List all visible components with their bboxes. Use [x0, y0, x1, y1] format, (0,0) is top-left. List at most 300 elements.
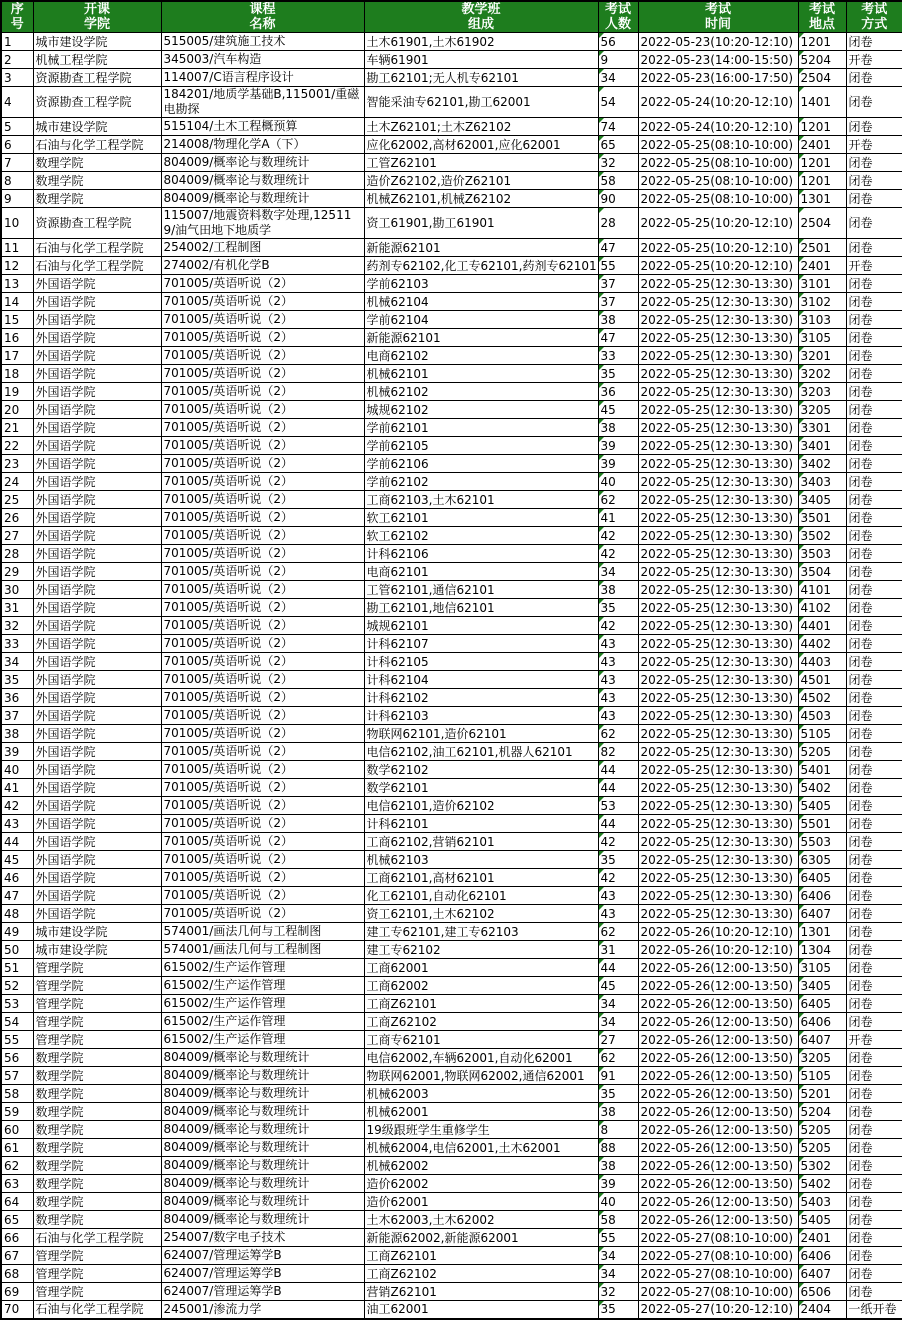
cell-exam-method: 闭卷	[846, 172, 902, 190]
cell-exam-method: 闭卷	[846, 190, 902, 208]
error-indicator-triangle-icon	[599, 311, 604, 316]
cell-index: 12	[1, 257, 33, 275]
cell-class-group: 工商62002	[364, 977, 598, 995]
table-row	[1, 455, 902, 473]
cell-college: 外国语学院	[33, 707, 161, 725]
cell-class-group: 智能采油专62101,勘工62001	[364, 87, 598, 118]
cell-course: 804009/概率论与数理统计	[161, 1121, 364, 1139]
cell-exam-time: 2022-05-27(08:10-10:00)	[638, 1247, 798, 1265]
cell-exam-time: 2022-05-26(12:00-13:50)	[638, 1013, 798, 1031]
cell-index: 18	[1, 365, 33, 383]
cell-exam-location: 3105	[798, 329, 846, 347]
cell-index: 41	[1, 779, 33, 797]
table-row	[1, 905, 902, 923]
cell-college: 管理学院	[33, 1283, 161, 1301]
cell-index: 43	[1, 815, 33, 833]
cell-course: 624007/管理运筹学B	[161, 1265, 364, 1283]
cell-exam-location: 4401	[798, 617, 846, 635]
error-indicator-triangle-icon	[799, 725, 804, 730]
cell-exam-location: 6406	[798, 1013, 846, 1031]
cell-class-group: 软工62102	[364, 527, 598, 545]
cell-course: 515005/建筑施工技术	[161, 33, 364, 51]
cell-exam-count: 39	[598, 437, 638, 455]
table-row	[1, 383, 902, 401]
cell-college: 数理学院	[33, 154, 161, 172]
cell-exam-count: 82	[598, 743, 638, 761]
cell-exam-location: 3101	[798, 275, 846, 293]
cell-exam-location: 3105	[798, 959, 846, 977]
cell-exam-time: 2022-05-23(14:00-15:50)	[638, 51, 798, 69]
error-indicator-triangle-icon	[799, 1103, 804, 1108]
table-row	[1, 1103, 902, 1121]
cell-college: 石油与化学工程学院	[33, 239, 161, 257]
cell-course: 701005/英语听说（2）	[161, 833, 364, 851]
error-indicator-triangle-icon	[599, 33, 604, 38]
cell-college: 外国语学院	[33, 797, 161, 815]
cell-exam-location: 3502	[798, 527, 846, 545]
cell-course: 615002/生产运作管理	[161, 995, 364, 1013]
cell-index: 52	[1, 977, 33, 995]
error-indicator-triangle-icon	[799, 833, 804, 838]
table-row	[1, 563, 902, 581]
column-header-course	[161, 1, 364, 33]
cell-course: 245001/渗流力学	[161, 1301, 364, 1319]
cell-course: 115007/地震资料数字处理,125119/油气田地下地质学	[161, 208, 364, 239]
cell-exam-method: 闭卷	[846, 653, 902, 671]
cell-exam-count: 38	[598, 1157, 638, 1175]
error-indicator-triangle-icon	[799, 761, 804, 766]
cell-index: 2	[1, 51, 33, 69]
cell-index: 34	[1, 653, 33, 671]
cell-college: 外国语学院	[33, 869, 161, 887]
cell-exam-count: 35	[598, 1301, 638, 1319]
cell-exam-location: 5402	[798, 779, 846, 797]
table-row	[1, 797, 902, 815]
cell-exam-method: 闭卷	[846, 401, 902, 419]
cell-exam-location: 3201	[798, 347, 846, 365]
cell-index: 15	[1, 311, 33, 329]
cell-exam-count: 58	[598, 172, 638, 190]
error-indicator-triangle-icon	[799, 154, 804, 159]
cell-class-group: 工商62001	[364, 959, 598, 977]
cell-exam-time: 2022-05-25(12:30-13:30)	[638, 725, 798, 743]
cell-course: 701005/英语听说（2）	[161, 473, 364, 491]
error-indicator-triangle-icon	[799, 311, 804, 316]
cell-course: 615002/生产运作管理	[161, 1013, 364, 1031]
cell-course: 701005/英语听说（2）	[161, 455, 364, 473]
error-indicator-triangle-icon	[599, 905, 604, 910]
cell-exam-time: 2022-05-26(12:00-13:50)	[638, 1049, 798, 1067]
error-indicator-triangle-icon	[799, 779, 804, 784]
cell-index: 27	[1, 527, 33, 545]
cell-class-group: 勘工62101,地信62101	[364, 599, 598, 617]
cell-exam-location: 3203	[798, 383, 846, 401]
cell-class-group: 油工62001	[364, 1301, 598, 1319]
cell-college: 数理学院	[33, 1157, 161, 1175]
cell-exam-time: 2022-05-27(08:10-10:00)	[638, 1265, 798, 1283]
cell-exam-count: 42	[598, 869, 638, 887]
error-indicator-triangle-icon	[799, 275, 804, 280]
cell-index: 53	[1, 995, 33, 1013]
error-indicator-triangle-icon	[599, 779, 604, 784]
cell-class-group: 计科62102	[364, 689, 598, 707]
error-indicator-triangle-icon	[799, 1049, 804, 1054]
cell-exam-method: 闭卷	[846, 959, 902, 977]
error-indicator-triangle-icon	[599, 455, 604, 460]
cell-course: 701005/英语听说（2）	[161, 797, 364, 815]
cell-exam-time: 2022-05-25(12:30-13:30)	[638, 401, 798, 419]
error-indicator-triangle-icon	[599, 1265, 604, 1270]
cell-exam-method: 闭卷	[846, 1283, 902, 1301]
cell-exam-method: 闭卷	[846, 635, 902, 653]
header-line: 学院	[83, 17, 110, 32]
cell-exam-count: 54	[598, 87, 638, 118]
cell-exam-method: 闭卷	[846, 1139, 902, 1157]
table-row	[1, 527, 902, 545]
cell-exam-time: 2022-05-26(12:00-13:50)	[638, 1139, 798, 1157]
table-row	[1, 118, 902, 136]
cell-index: 30	[1, 581, 33, 599]
cell-college: 外国语学院	[33, 725, 161, 743]
cell-index: 8	[1, 172, 33, 190]
error-indicator-triangle-icon	[799, 383, 804, 388]
error-indicator-triangle-icon	[799, 671, 804, 676]
error-indicator-triangle-icon	[799, 118, 804, 123]
cell-exam-time: 2022-05-25(12:30-13:30)	[638, 635, 798, 653]
error-indicator-triangle-icon	[799, 977, 804, 982]
cell-exam-method: 闭卷	[846, 1211, 902, 1229]
cell-class-group: 机械62104	[364, 293, 598, 311]
error-indicator-triangle-icon	[599, 635, 604, 640]
cell-course: 701005/英语听说（2）	[161, 347, 364, 365]
error-indicator-triangle-icon	[599, 257, 604, 262]
cell-exam-method: 闭卷	[846, 581, 902, 599]
error-indicator-triangle-icon	[599, 887, 604, 892]
cell-exam-count: 34	[598, 995, 638, 1013]
error-indicator-triangle-icon	[599, 118, 604, 123]
cell-class-group: 机械62002	[364, 1157, 598, 1175]
cell-exam-location: 3405	[798, 491, 846, 509]
cell-exam-time: 2022-05-25(12:30-13:30)	[638, 851, 798, 869]
cell-exam-location: 5405	[798, 1211, 846, 1229]
cell-class-group: 土木62003,土木62002	[364, 1211, 598, 1229]
table-row	[1, 154, 902, 172]
table-row	[1, 293, 902, 311]
cell-exam-method: 闭卷	[846, 995, 902, 1013]
table-row	[1, 33, 902, 51]
cell-college: 外国语学院	[33, 779, 161, 797]
cell-exam-count: 42	[598, 617, 638, 635]
cell-college: 外国语学院	[33, 563, 161, 581]
cell-index: 69	[1, 1283, 33, 1301]
cell-class-group: 电信62002,车辆62001,自动化62001	[364, 1049, 598, 1067]
error-indicator-triangle-icon	[799, 527, 804, 532]
cell-index: 20	[1, 401, 33, 419]
cell-exam-time: 2022-05-25(12:30-13:30)	[638, 509, 798, 527]
cell-exam-method: 闭卷	[846, 87, 902, 118]
cell-course: 701005/英语听说（2）	[161, 653, 364, 671]
error-indicator-triangle-icon	[799, 959, 804, 964]
error-indicator-triangle-icon	[799, 1175, 804, 1180]
table-row	[1, 923, 902, 941]
header-line: 地点	[808, 17, 835, 32]
cell-index: 17	[1, 347, 33, 365]
cell-exam-count: 43	[598, 671, 638, 689]
table-row	[1, 707, 902, 725]
cell-college: 石油与化学工程学院	[33, 136, 161, 154]
cell-exam-count: 36	[598, 383, 638, 401]
header-line: 开课	[83, 2, 110, 17]
error-indicator-triangle-icon	[799, 1067, 804, 1072]
cell-index: 44	[1, 833, 33, 851]
cell-index: 4	[1, 87, 33, 118]
error-indicator-triangle-icon	[599, 401, 604, 406]
cell-class-group: 车辆61901	[364, 51, 598, 69]
cell-class-group: 勘工62101;无人机专62101	[364, 69, 598, 87]
error-indicator-triangle-icon	[799, 329, 804, 334]
table-row	[1, 1031, 902, 1049]
cell-exam-time: 2022-05-23(16:00-17:50)	[638, 69, 798, 87]
cell-college: 数理学院	[33, 1121, 161, 1139]
cell-class-group: 电信62102,油工62101,机器人62101	[364, 743, 598, 761]
cell-exam-count: 55	[598, 257, 638, 275]
cell-exam-location: 3301	[798, 419, 846, 437]
cell-exam-location: 5205	[798, 1139, 846, 1157]
cell-college: 管理学院	[33, 1031, 161, 1049]
cell-course: 701005/英语听说（2）	[161, 491, 364, 509]
cell-college: 数理学院	[33, 1139, 161, 1157]
cell-class-group: 学前62104	[364, 311, 598, 329]
table-row	[1, 329, 902, 347]
error-indicator-triangle-icon	[599, 671, 604, 676]
cell-index: 40	[1, 761, 33, 779]
cell-exam-count: 91	[598, 1067, 638, 1085]
cell-index: 1	[1, 33, 33, 51]
cell-index: 32	[1, 617, 33, 635]
cell-index: 25	[1, 491, 33, 509]
error-indicator-triangle-icon	[799, 545, 804, 550]
error-indicator-triangle-icon	[599, 136, 604, 141]
cell-exam-location: 4102	[798, 599, 846, 617]
cell-class-group: 造价62002	[364, 1175, 598, 1193]
cell-exam-time: 2022-05-25(12:30-13:30)	[638, 437, 798, 455]
error-indicator-triangle-icon	[599, 190, 604, 195]
error-indicator-triangle-icon	[799, 1283, 804, 1288]
cell-class-group: 19级跟班学生重修学生	[364, 1121, 598, 1139]
table-row	[1, 69, 902, 87]
error-indicator-triangle-icon	[799, 1247, 804, 1252]
error-indicator-triangle-icon	[799, 563, 804, 568]
error-indicator-triangle-icon	[599, 51, 604, 56]
error-indicator-triangle-icon	[599, 69, 604, 74]
cell-exam-count: 44	[598, 959, 638, 977]
table-row	[1, 689, 902, 707]
cell-index: 16	[1, 329, 33, 347]
cell-class-group: 工商专62101	[364, 1031, 598, 1049]
table-row	[1, 491, 902, 509]
error-indicator-triangle-icon	[599, 617, 604, 622]
cell-course: 804009/概率论与数理统计	[161, 1139, 364, 1157]
error-indicator-triangle-icon	[799, 599, 804, 604]
cell-exam-time: 2022-05-25(08:10-10:00)	[638, 154, 798, 172]
cell-exam-method: 闭卷	[846, 491, 902, 509]
cell-class-group: 营销Z62101	[364, 1283, 598, 1301]
error-indicator-triangle-icon	[599, 347, 604, 352]
cell-exam-method: 闭卷	[846, 383, 902, 401]
table-row	[1, 1157, 902, 1175]
cell-exam-count: 90	[598, 190, 638, 208]
cell-exam-time: 2022-05-25(12:30-13:30)	[638, 653, 798, 671]
error-indicator-triangle-icon	[799, 136, 804, 141]
cell-exam-time: 2022-05-27(08:10-10:00)	[638, 1283, 798, 1301]
cell-course: 701005/英语听说（2）	[161, 527, 364, 545]
cell-index: 57	[1, 1067, 33, 1085]
cell-college: 管理学院	[33, 1265, 161, 1283]
cell-course: 701005/英语听说（2）	[161, 617, 364, 635]
cell-class-group: 化工62101,自动化62101	[364, 887, 598, 905]
cell-index: 58	[1, 1085, 33, 1103]
cell-exam-method: 闭卷	[846, 69, 902, 87]
cell-college: 外国语学院	[33, 329, 161, 347]
cell-exam-count: 34	[598, 1265, 638, 1283]
cell-class-group: 机械62004,电信62001,土木62001	[364, 1139, 598, 1157]
error-indicator-triangle-icon	[599, 797, 604, 802]
cell-exam-count: 37	[598, 293, 638, 311]
cell-exam-method: 闭卷	[846, 527, 902, 545]
cell-college: 外国语学院	[33, 365, 161, 383]
cell-exam-location: 3403	[798, 473, 846, 491]
error-indicator-triangle-icon	[599, 1121, 604, 1126]
cell-exam-method: 闭卷	[846, 707, 902, 725]
cell-class-group: 药剂专62102,化工专62101,药剂专62101	[364, 257, 598, 275]
cell-index: 35	[1, 671, 33, 689]
cell-class-group: 电信62101,造价62102	[364, 797, 598, 815]
error-indicator-triangle-icon	[799, 905, 804, 910]
error-indicator-triangle-icon	[599, 743, 604, 748]
error-indicator-triangle-icon	[799, 1193, 804, 1198]
cell-course: 804009/概率论与数理统计	[161, 1211, 364, 1229]
cell-college: 管理学院	[33, 977, 161, 995]
column-header-college	[33, 1, 161, 33]
cell-exam-time: 2022-05-23(10:20-12:10)	[638, 33, 798, 51]
cell-exam-location: 5302	[798, 1157, 846, 1175]
cell-exam-count: 43	[598, 689, 638, 707]
cell-college: 外国语学院	[33, 851, 161, 869]
error-indicator-triangle-icon	[799, 190, 804, 195]
error-indicator-triangle-icon	[599, 707, 604, 712]
cell-exam-time: 2022-05-26(12:00-13:50)	[638, 995, 798, 1013]
error-indicator-triangle-icon	[799, 815, 804, 820]
cell-index: 10	[1, 208, 33, 239]
cell-index: 33	[1, 635, 33, 653]
error-indicator-triangle-icon	[799, 1157, 804, 1162]
cell-exam-time: 2022-05-25(12:30-13:30)	[638, 545, 798, 563]
error-indicator-triangle-icon	[599, 1031, 604, 1036]
cell-exam-count: 35	[598, 851, 638, 869]
cell-college: 城市建设学院	[33, 923, 161, 941]
cell-course: 184201/地质学基础B,115001/重磁电勘探	[161, 87, 364, 118]
cell-class-group: 机械62101	[364, 365, 598, 383]
cell-exam-time: 2022-05-26(10:20-12:10)	[638, 941, 798, 959]
error-indicator-triangle-icon	[599, 977, 604, 982]
cell-exam-method: 闭卷	[846, 1229, 902, 1247]
cell-class-group: 工管Z62101	[364, 154, 598, 172]
cell-course: 574001/画法几何与工程制图	[161, 923, 364, 941]
cell-exam-method: 闭卷	[846, 1265, 902, 1283]
cell-index: 50	[1, 941, 33, 959]
error-indicator-triangle-icon	[799, 869, 804, 874]
cell-exam-count: 38	[598, 581, 638, 599]
cell-course: 615002/生产运作管理	[161, 959, 364, 977]
cell-course: 804009/概率论与数理统计	[161, 1049, 364, 1067]
cell-exam-location: 3102	[798, 293, 846, 311]
cell-exam-time: 2022-05-24(10:20-12:10)	[638, 118, 798, 136]
error-indicator-triangle-icon	[799, 1121, 804, 1126]
cell-course: 254002/工程制图	[161, 239, 364, 257]
cell-exam-location: 4101	[798, 581, 846, 599]
cell-course: 274002/有机化学B	[161, 257, 364, 275]
error-indicator-triangle-icon	[599, 419, 604, 424]
cell-college: 外国语学院	[33, 599, 161, 617]
cell-exam-count: 43	[598, 653, 638, 671]
cell-exam-location: 1201	[798, 33, 846, 51]
cell-course: 515104/土木工程概预算	[161, 118, 364, 136]
cell-course: 701005/英语听说（2）	[161, 599, 364, 617]
cell-exam-location: 1304	[798, 941, 846, 959]
error-indicator-triangle-icon	[599, 815, 604, 820]
header-line: 考试	[808, 2, 835, 17]
cell-index: 56	[1, 1049, 33, 1067]
cell-class-group: 新能源62002,新能源62001	[364, 1229, 598, 1247]
cell-college: 数理学院	[33, 1049, 161, 1067]
cell-class-group: 工商62101,高材62101	[364, 869, 598, 887]
error-indicator-triangle-icon	[599, 761, 604, 766]
cell-exam-count: 35	[598, 365, 638, 383]
error-indicator-triangle-icon	[599, 941, 604, 946]
cell-college: 数理学院	[33, 1211, 161, 1229]
error-indicator-triangle-icon	[799, 797, 804, 802]
error-indicator-triangle-icon	[599, 437, 604, 442]
cell-exam-count: 40	[598, 473, 638, 491]
cell-exam-method: 开卷	[846, 51, 902, 69]
cell-index: 55	[1, 1031, 33, 1049]
error-indicator-triangle-icon	[799, 1031, 804, 1036]
cell-course: 804009/概率论与数理统计	[161, 1193, 364, 1211]
cell-index: 39	[1, 743, 33, 761]
table-row	[1, 1211, 902, 1229]
cell-exam-method: 闭卷	[846, 563, 902, 581]
column-header-exam-location	[798, 1, 846, 33]
cell-course: 804009/概率论与数理统计	[161, 1067, 364, 1085]
cell-exam-method: 闭卷	[846, 455, 902, 473]
cell-exam-location: 4501	[798, 671, 846, 689]
cell-index: 42	[1, 797, 33, 815]
cell-exam-method: 闭卷	[846, 1247, 902, 1265]
error-indicator-triangle-icon	[599, 689, 604, 694]
error-indicator-triangle-icon	[599, 473, 604, 478]
table-row	[1, 743, 902, 761]
cell-exam-location: 6506	[798, 1283, 846, 1301]
table-row	[1, 311, 902, 329]
error-indicator-triangle-icon	[599, 653, 604, 658]
cell-exam-time: 2022-05-25(12:30-13:30)	[638, 275, 798, 293]
cell-class-group: 计科62107	[364, 635, 598, 653]
cell-college: 数理学院	[33, 190, 161, 208]
error-indicator-triangle-icon	[599, 545, 604, 550]
cell-course: 804009/概率论与数理统计	[161, 154, 364, 172]
cell-exam-time: 2022-05-26(12:00-13:50)	[638, 1211, 798, 1229]
cell-exam-location: 2504	[798, 69, 846, 87]
